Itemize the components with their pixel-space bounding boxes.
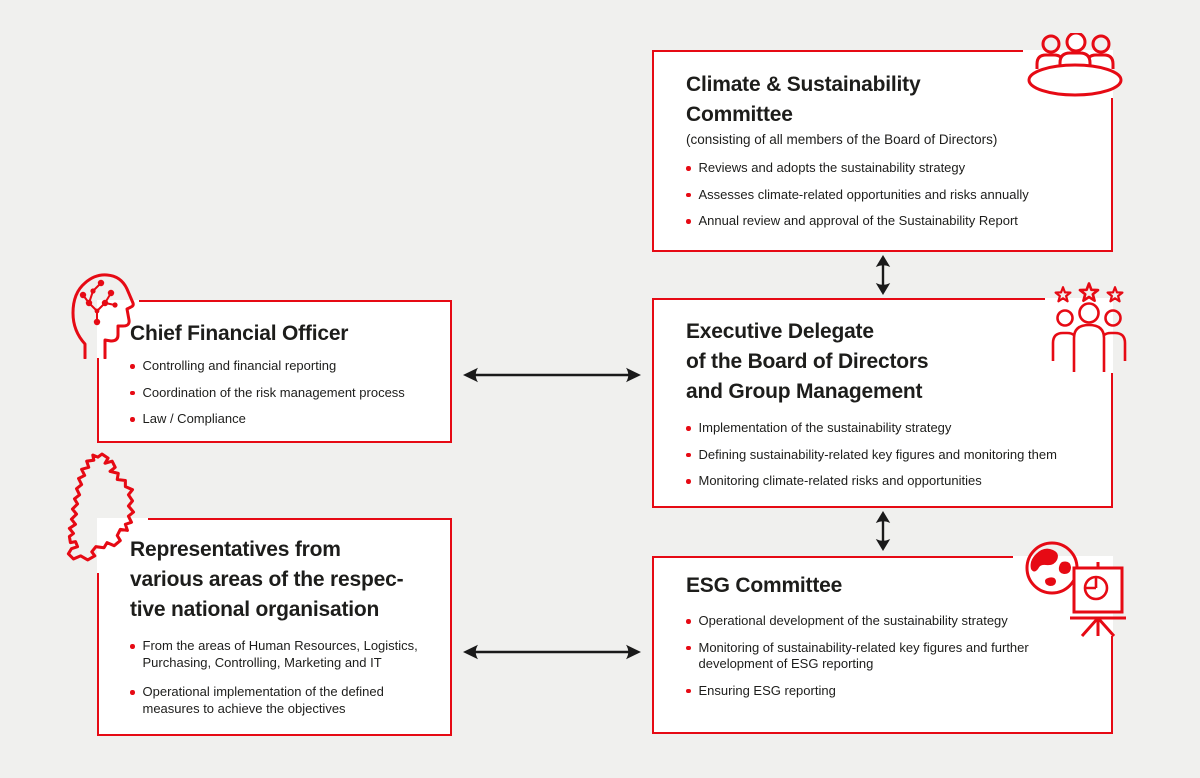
title-line: Chief Financial Officer [130,322,349,345]
stars-team-icon [1049,282,1129,374]
bullet-dot [686,646,691,651]
bullet-dot [686,689,691,694]
box-title [130,319,444,349]
title-line: Climate & Sustainability [686,73,921,96]
bullet-item: Law / Compliance [130,411,444,428]
bullet-item: Operational implementation of the defined measures to achieve the objectives [130,684,444,717]
globe-presentation-icon [1020,538,1128,638]
box-chief-financial-officer [97,300,452,443]
bullet-dot [130,417,135,422]
bullet-item: Annual review and approval of the Sustainability Report [686,213,1087,230]
bullet-list [130,638,444,717]
bullet-dot [686,219,691,224]
border-segment [97,441,452,443]
title-line: various areas of the respec- [130,568,404,591]
bullet-item: Monitoring of sustainability-related key figures and further development of ESG reporting [686,640,1095,673]
germany-map-icon [60,450,148,564]
bullet-dot [686,479,691,484]
title-line: tive national organisation [130,598,380,621]
title-line: of the Board of Directors [686,350,929,373]
border-segment [97,734,452,736]
bullet-dot [130,364,135,369]
arrow-representatives-esg [462,643,642,661]
bullet-dot [130,644,135,649]
box-subtitle: (consisting of all members of the Board of Directors) [686,132,998,147]
bullet-item: From the areas of Human Resources, Logistics, Purchasing, Controlling, Marketing and IT [130,638,444,671]
bullet-dot [686,619,691,624]
title-line: Executive Delegate [686,320,874,343]
title-line: ESG Committee [686,574,843,597]
border-segment [652,506,1113,508]
meeting-table-icon [1024,33,1126,99]
bullet-dot [130,391,135,396]
border-segment [652,732,1113,734]
title-line: Representatives from [130,538,341,561]
bullet-item: Monitoring climate-related risks and opportunities [686,473,1095,490]
bullet-item: Reviews and adopts the sustainability strategy [686,160,1087,177]
bullet-dot [130,690,135,695]
title-line: Committee [686,103,793,126]
box-title [130,535,444,625]
title-line: and Group Management [686,380,923,403]
box-national-representatives [97,518,452,736]
bullet-list [686,160,1087,230]
bullet-item: Operational development of the sustainability strategy [686,613,1095,630]
bullet-dot [686,193,691,198]
bullet-item: Assesses climate-related opportunities and risks annually [686,187,1087,204]
arrow-committee-executive [874,254,892,296]
box-title [686,317,1095,407]
bullet-dot [686,453,691,458]
border-segment [652,250,1113,252]
bullet-list [686,420,1095,490]
bullet-item: Ensuring ESG reporting [686,683,1095,700]
bullet-dot [686,166,691,171]
box-executive-delegate [652,298,1113,508]
bullet-dot [686,426,691,431]
bullet-list [130,358,444,428]
brain-head-icon [63,265,141,359]
bullet-item: Implementation of the sustainability strategy [686,420,1095,437]
bullet-item: Defining sustainability-related key figures and monitoring them [686,447,1095,464]
arrow-cfo-executive [462,366,642,384]
bullet-item: Controlling and financial reporting [130,358,444,375]
arrow-executive-esg [874,510,892,552]
bullet-item: Coordination of the risk management process [130,385,444,402]
